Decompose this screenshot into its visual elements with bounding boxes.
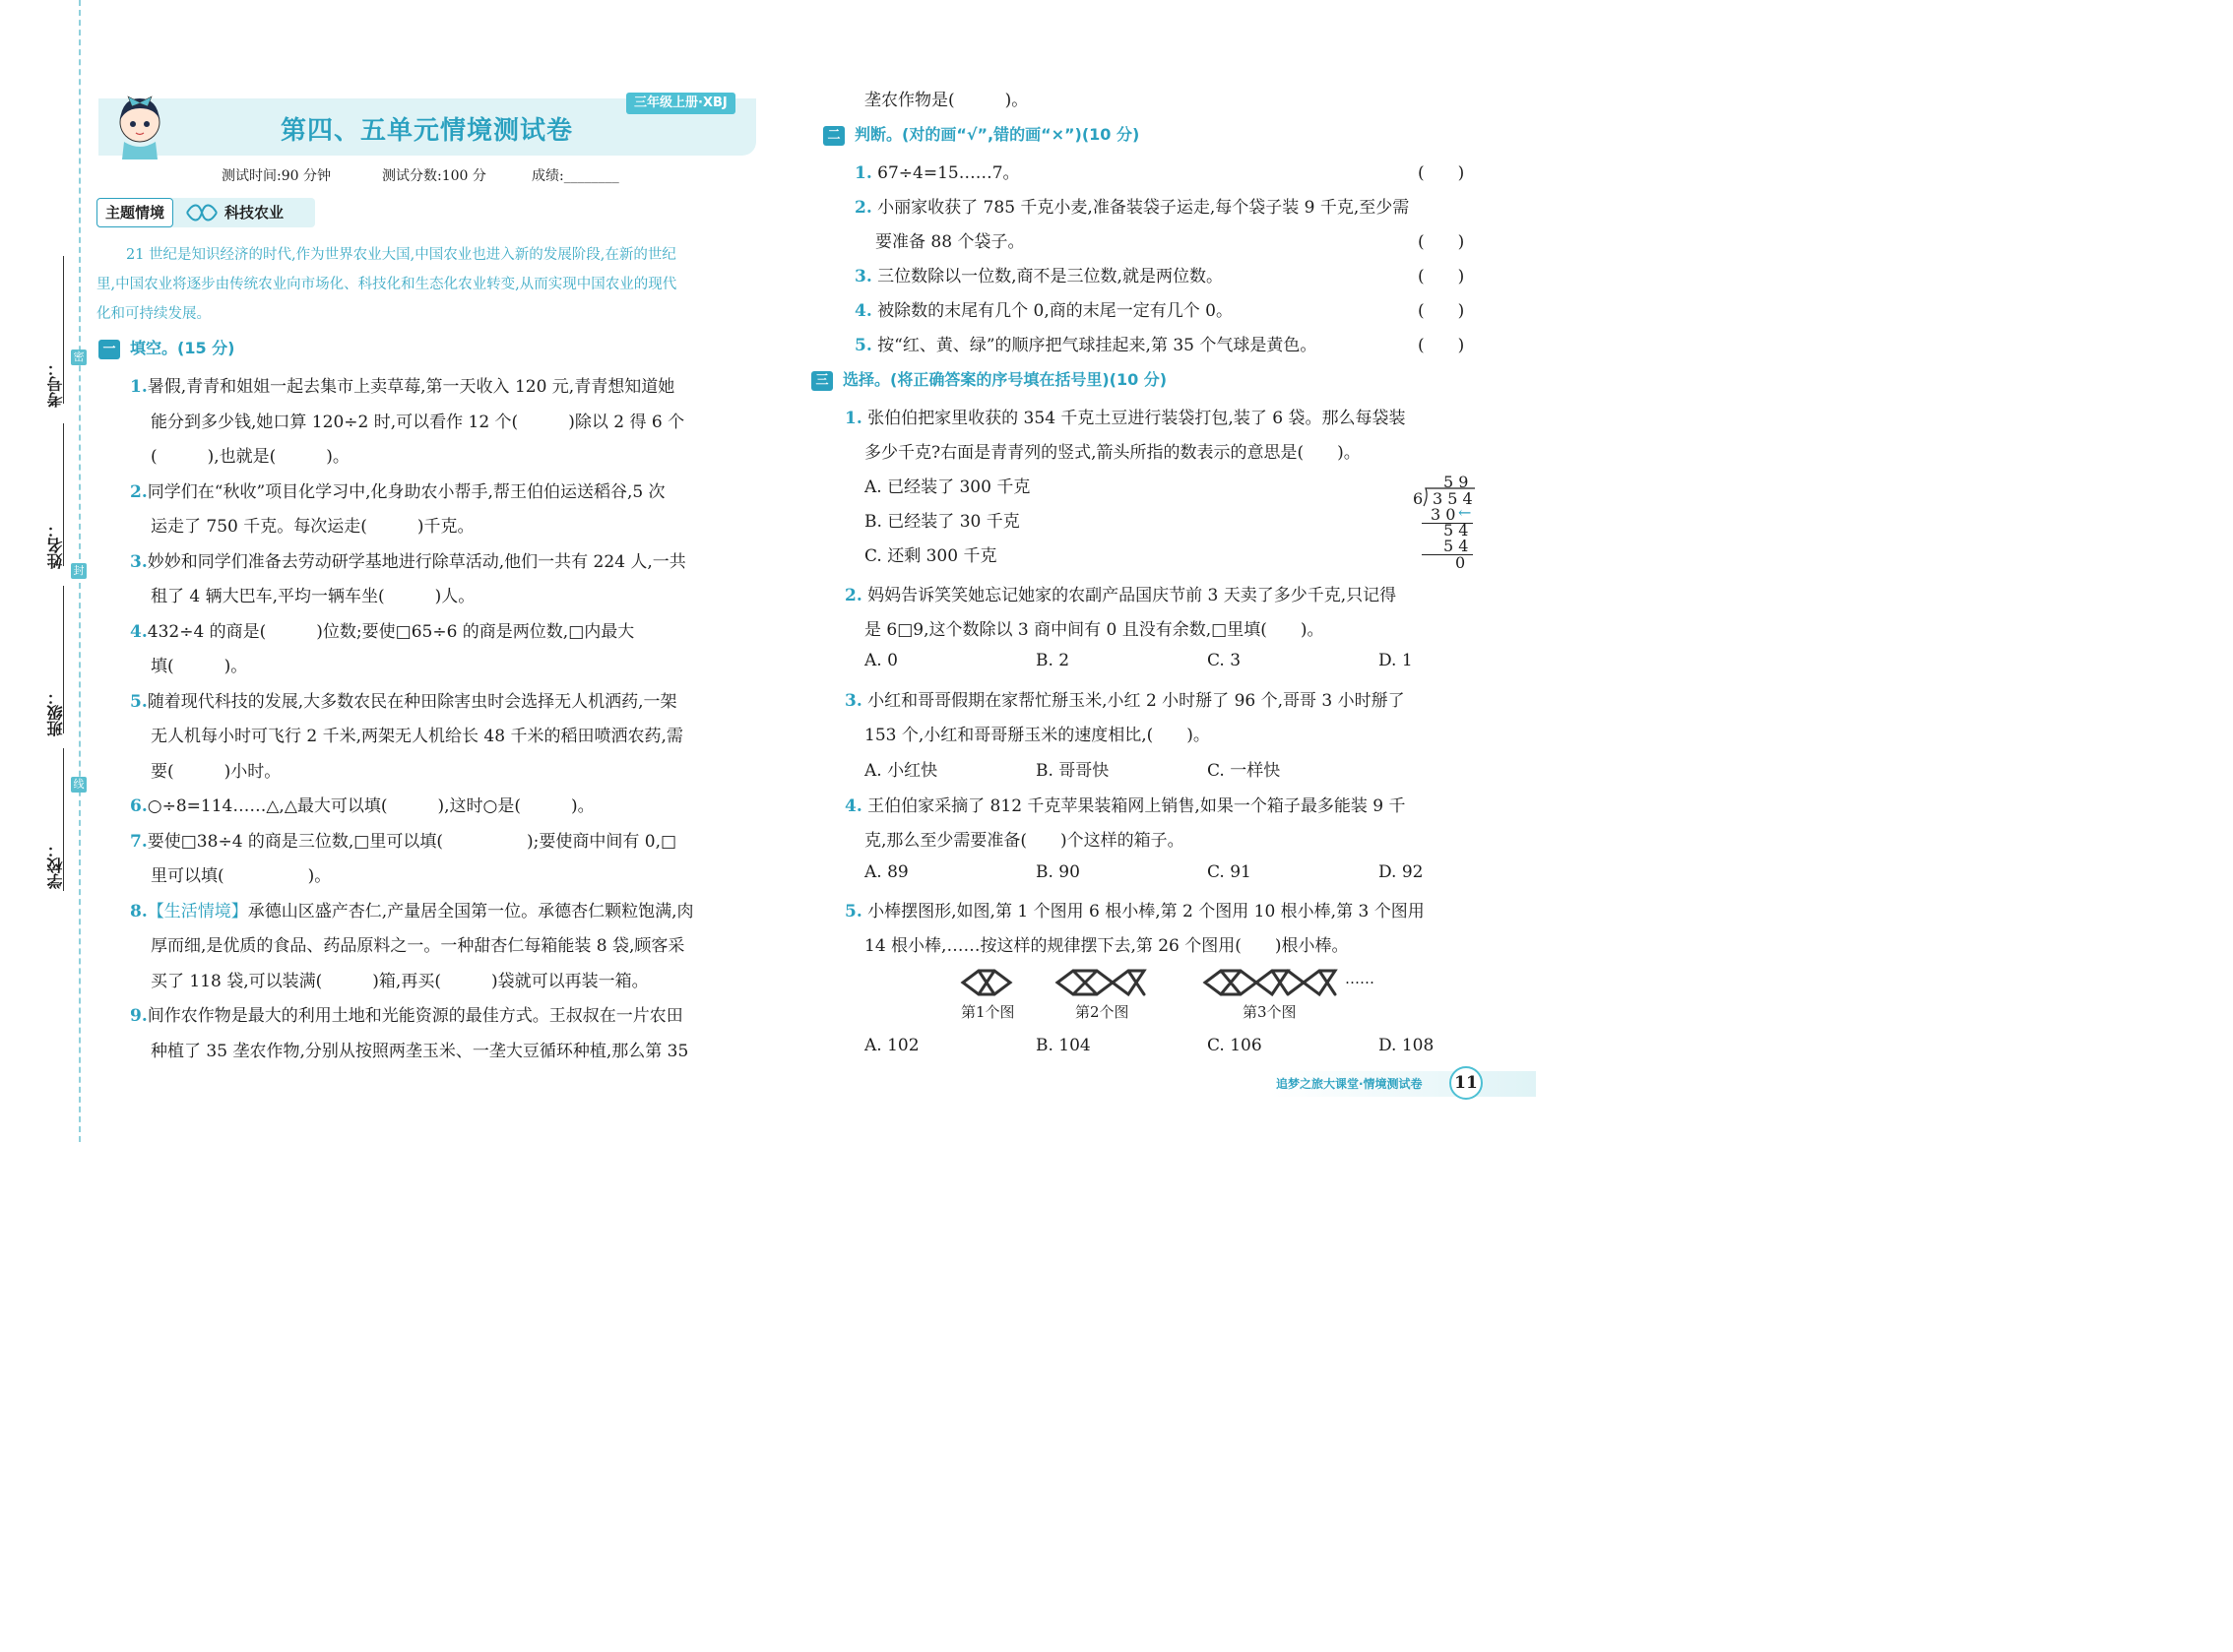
judge-line: [855, 262, 1223, 286]
choice-q5-line-1: [845, 897, 1425, 921]
answer-paren[interactable]: ( ): [1418, 232, 1465, 252]
page-number: 11: [1449, 1066, 1483, 1100]
fill-line: [151, 722, 683, 746]
question-text: 间作农作物是最大的利用土地和光能资源的最佳方式。王叔叔在一片农田: [147, 1006, 683, 1026]
question-text: 王伯伯家采摘了 812 千克苹果装箱网上销售,如果一个箱子最多能装 9 千: [867, 796, 1406, 816]
seal-mark-mi: 密: [71, 349, 87, 365]
q9-continuation: 垄农作物是( )。: [864, 91, 1029, 110]
choice-q3-line-2: 153 个,小红和哥哥掰玉米的速度相比,( )。: [864, 726, 1210, 745]
exam-number-label: 考号：: [46, 360, 65, 408]
question-number: 9.: [130, 1006, 148, 1026]
stick-pattern-figures: [955, 967, 1349, 1002]
choice-q4-option-b[interactable]: B. 90: [1036, 862, 1080, 882]
choice-q1-option-b[interactable]: B. 已经装了 30 千克: [864, 512, 1020, 532]
answer-paren[interactable]: ( ): [1418, 267, 1465, 286]
question-number: 4.: [845, 796, 862, 816]
question-number: 1.: [130, 377, 148, 397]
choice-q4-line-2: 克,那么至少需要准备( )个这样的箱子。: [864, 831, 1184, 851]
question-text: 三位数除以一位数,商不是三位数,就是两位数。: [877, 267, 1223, 286]
footer-bar: [1270, 1071, 1536, 1097]
question-text: 随着现代科技的发展,大多数农民在种田除害虫时会选择无人机洒药,一架: [147, 691, 677, 712]
division-step-2: 5 4: [1443, 521, 1469, 540]
name-line[interactable]: [63, 423, 64, 566]
fill-line: [151, 967, 649, 991]
class-label: 班级：: [46, 689, 65, 736]
section-fill-heading: [98, 336, 234, 359]
choice-q1-line-2: 多少千克?右面是青青列的竖式,箭头所指的数表示的意思是( )。: [864, 443, 1361, 463]
fill-line: [151, 861, 331, 886]
judge-line: [855, 159, 1020, 183]
figure-ellipsis: ……: [1345, 970, 1374, 987]
division-dividend: 3 5 4: [1433, 489, 1473, 508]
question-number: 5.: [845, 902, 862, 921]
choice-q3-line-1: [845, 686, 1405, 711]
choice-q4-option-c[interactable]: C. 91: [1207, 862, 1251, 882]
question-text: 67÷4=15……7。: [877, 163, 1020, 183]
fill-line: [130, 897, 694, 921]
choice-q1-option-c[interactable]: C. 还剩 300 千克: [864, 546, 997, 566]
division-rule-2: [1422, 554, 1473, 555]
question-text: 要使□38÷4 的商是三位数,□里可以填( );要使商中间有 0,□: [147, 831, 677, 852]
division-step-3: 5 4: [1443, 537, 1469, 555]
question-number: 2.: [130, 481, 148, 502]
choice-q5-option-d[interactable]: D. 108: [1378, 1036, 1435, 1055]
question-text: 小红和哥哥假期在家帮忙掰玉米,小红 2 小时掰了 96 个,哥哥 3 小时掰了: [867, 691, 1405, 711]
question-text: 小丽家收获了 785 千克小麦,准备装袋子运走,每个袋子装 9 千克,至少需: [877, 198, 1410, 218]
question-number: 1.: [845, 409, 862, 428]
fill-line: [130, 827, 676, 852]
grade-field[interactable]: 成绩:________: [532, 168, 619, 184]
question-text: 按“红、黄、绿”的顺序把气球挂起来,第 35 个气球是黄色。: [877, 336, 1317, 355]
seal-mark-feng: 封: [71, 563, 87, 579]
question-text: 妈妈告诉笑笑她忘记她家的农副产品国庆节前 3 天卖了多少千克,只记得: [867, 586, 1397, 605]
choice-q2-option-c[interactable]: C. 3: [1207, 651, 1242, 670]
question-number: 5.: [130, 691, 148, 712]
question-text: 小棒摆图形,如图,第 1 个图用 6 根小棒,第 2 个图用 10 根小棒,第 3 个图用: [867, 902, 1425, 921]
question-text: 无人机每小时可飞行 2 千米,两架无人机给长 48 千米的稻田喷洒农药,需: [151, 727, 683, 746]
question-number: 3.: [845, 691, 862, 711]
test-time: 测试时间:90 分钟: [222, 168, 331, 184]
figure-label-1: 第1个图: [961, 1003, 1015, 1021]
knot-icon: [185, 202, 219, 223]
question-text: 暑假,青青和姐姐一起去集市上卖草莓,第一天收入 120 元,青青想知道她: [147, 377, 675, 397]
question-text: 厚而细,是优质的食品、药品原料之一。一种甜杏仁每箱能装 8 袋,顾客采: [151, 936, 685, 956]
seal-mark-xian: 线: [71, 777, 87, 793]
judge-line: [855, 331, 1316, 355]
fill-line: [151, 931, 684, 956]
judge-line: [855, 193, 1409, 218]
section-title: 填空。(15 分): [130, 339, 235, 357]
choice-q1-line-1: [845, 404, 1405, 428]
girl-mascot-icon: [110, 87, 169, 159]
choice-q2-line-1: [845, 581, 1396, 605]
choice-q2-line-2: 是 6□9,这个数除以 3 商中间有 0 且没有余数,□里填( )。: [864, 620, 1324, 640]
question-text: 432÷4 的商是( )位数;要使□65÷6 的商是两位数,□内最大: [147, 621, 635, 642]
stick-figure-3: [1205, 971, 1335, 994]
grade-tag: 三年级上册·XBJ: [626, 93, 735, 114]
fill-line: [130, 372, 674, 397]
section-title: 判断。(对的画“√”,错的画“×”)(10 分): [855, 125, 1140, 144]
choice-q3-option-b[interactable]: B. 哥哥快: [1036, 761, 1110, 781]
question-text: 被除数的末尾有几个 0,商的末尾一定有几个 0。: [877, 301, 1233, 321]
theme-key: 主题情境: [96, 198, 173, 227]
question-number: 8.: [130, 901, 148, 921]
fill-line: [151, 442, 350, 467]
question-number: 5.: [855, 336, 872, 355]
stick-figure-2: [1057, 971, 1144, 994]
choice-q5-option-c[interactable]: C. 106: [1207, 1036, 1262, 1055]
question-text: 承德山区盛产杏仁,产量居全国第一位。承德杏仁颗粒饱满,肉: [247, 901, 694, 921]
fill-line: [151, 582, 475, 606]
name-label: 姓名：: [46, 522, 65, 569]
figure-label-3: 第3个图: [1243, 1003, 1297, 1021]
page-title: 第四、五单元情境测试卷: [281, 116, 574, 146]
choice-q3-option-a[interactable]: A. 小红快: [864, 761, 938, 781]
division-divisor: 6: [1413, 489, 1424, 508]
footer-text: 追梦之旅大课堂·情境测试卷: [1276, 1077, 1423, 1091]
fill-line: [130, 1001, 683, 1026]
question-text: 要准备 88 个袋子。: [875, 232, 1025, 252]
answer-paren[interactable]: ( ): [1418, 301, 1465, 321]
fill-line: [130, 617, 634, 642]
question-text: 能分到多少钱,她口算 120÷2 时,可以看作 12 个( )除以 2 得 6 个: [151, 412, 685, 432]
fill-line: [151, 408, 684, 432]
theme-value: 科技农业: [224, 204, 285, 222]
test-score: 测试分数:100 分: [382, 168, 486, 184]
choice-q5-option-b[interactable]: B. 104: [1036, 1036, 1091, 1055]
choice-q4-line-1: [845, 792, 1405, 816]
question-text: 种植了 35 垄农作物,分别从按照两垄玉米、一垄大豆循环种植,那么第 35: [151, 1041, 689, 1061]
theme-bar: [96, 198, 315, 227]
fill-line: [151, 1037, 688, 1061]
section-number: 三: [811, 371, 833, 391]
judge-line: [855, 296, 1233, 321]
question-text: ( ),也就是( )。: [151, 447, 350, 467]
fill-line: [130, 687, 677, 712]
question-text: ○÷8=114……△,△最大可以填( ),这时○是( )。: [147, 796, 595, 816]
question-number: 1.: [855, 163, 872, 183]
choice-q3-option-c[interactable]: C. 一样快: [1207, 761, 1281, 781]
question-text: 里可以填( )。: [151, 866, 332, 886]
question-number: 6.: [130, 796, 148, 816]
question-text: 妙妙和同学们准备去劳动研学基地进行除草活动,他们一共有 224 人,一共: [147, 551, 686, 572]
fill-line: [130, 477, 666, 502]
question-text: 张伯伯把家里收获的 354 千克土豆进行装袋打包,装了 6 袋。那么每袋装: [867, 409, 1406, 428]
question-text: 租了 4 辆大巴车,平均一辆车坐( )人。: [151, 587, 476, 606]
school-line[interactable]: [63, 748, 64, 891]
context-tag: 【生活情境】: [147, 901, 248, 921]
question-number: 7.: [130, 831, 148, 852]
judge-line: [875, 227, 1024, 252]
intro-line-3: 化和可持续发展。: [96, 306, 211, 322]
fill-line: [151, 757, 281, 782]
choice-q2-option-a[interactable]: A. 0: [864, 651, 898, 670]
question-text: 同学们在“秋收”项目化学习中,化身助农小帮手,帮王伯伯运送稻谷,5 次: [147, 481, 666, 502]
question-number: 2.: [855, 198, 872, 218]
fill-line: [130, 792, 595, 816]
section-number: 二: [823, 126, 845, 146]
answer-paren[interactable]: ( ): [1418, 163, 1465, 183]
section-number: 一: [98, 340, 120, 359]
choice-q2-option-d[interactable]: D. 1: [1378, 651, 1413, 670]
intro-line-2: 里,中国农业将逐步由传统农业向市场化、科技化和生态化农业转变,从而实现中国农业的现代: [96, 277, 677, 292]
section-judge-heading: [823, 122, 1139, 146]
exam-number-line[interactable]: [63, 256, 64, 404]
choice-q2-option-b[interactable]: B. 2: [1036, 651, 1070, 670]
figure-label-2: 第2个图: [1075, 1003, 1129, 1021]
division-quotient: 5 9: [1443, 473, 1469, 491]
section-choice-heading: [811, 367, 1167, 391]
school-label: 学校：: [46, 842, 65, 889]
fill-line: [151, 512, 475, 537]
intro-line-1: 21 世纪是知识经济的时代,作为世界农业大国,中国农业也进入新的发展阶段,在新的世纪: [126, 247, 676, 263]
choice-q5-line-2: 14 根小棒,……按这样的规律摆下去,第 26 个图用( )根小棒。: [864, 936, 1349, 956]
question-number: 2.: [845, 586, 862, 605]
answer-paren[interactable]: ( ): [1418, 336, 1465, 355]
choice-q1-option-a[interactable]: A. 已经装了 300 千克: [864, 477, 1031, 497]
pointer-arrow-icon: ←: [1458, 503, 1472, 522]
fill-line: [151, 652, 247, 676]
choice-q4-option-a[interactable]: A. 89: [864, 862, 909, 882]
class-line[interactable]: [63, 586, 64, 733]
choice-q5-option-a[interactable]: A. 102: [864, 1036, 920, 1055]
question-text: 填( )。: [151, 657, 248, 676]
question-number: 3.: [855, 267, 872, 286]
question-number: 4.: [855, 301, 872, 321]
division-step-1: 3 0: [1431, 505, 1456, 524]
question-text: 要( )小时。: [151, 761, 282, 782]
fill-line: [130, 547, 686, 572]
question-text: 运走了 750 千克。每次运走( )千克。: [151, 517, 475, 537]
section-title: 选择。(将正确答案的序号填在括号里)(10 分): [843, 370, 1168, 389]
choice-q4-option-d[interactable]: D. 92: [1378, 862, 1424, 882]
question-number: 4.: [130, 621, 148, 642]
question-number: 3.: [130, 551, 148, 572]
question-text: 买了 118 袋,可以装满( )箱,再买( )袋就可以再装一箱。: [151, 971, 649, 991]
stick-figure-1: [963, 971, 1010, 994]
division-remainder: 0: [1455, 553, 1466, 572]
